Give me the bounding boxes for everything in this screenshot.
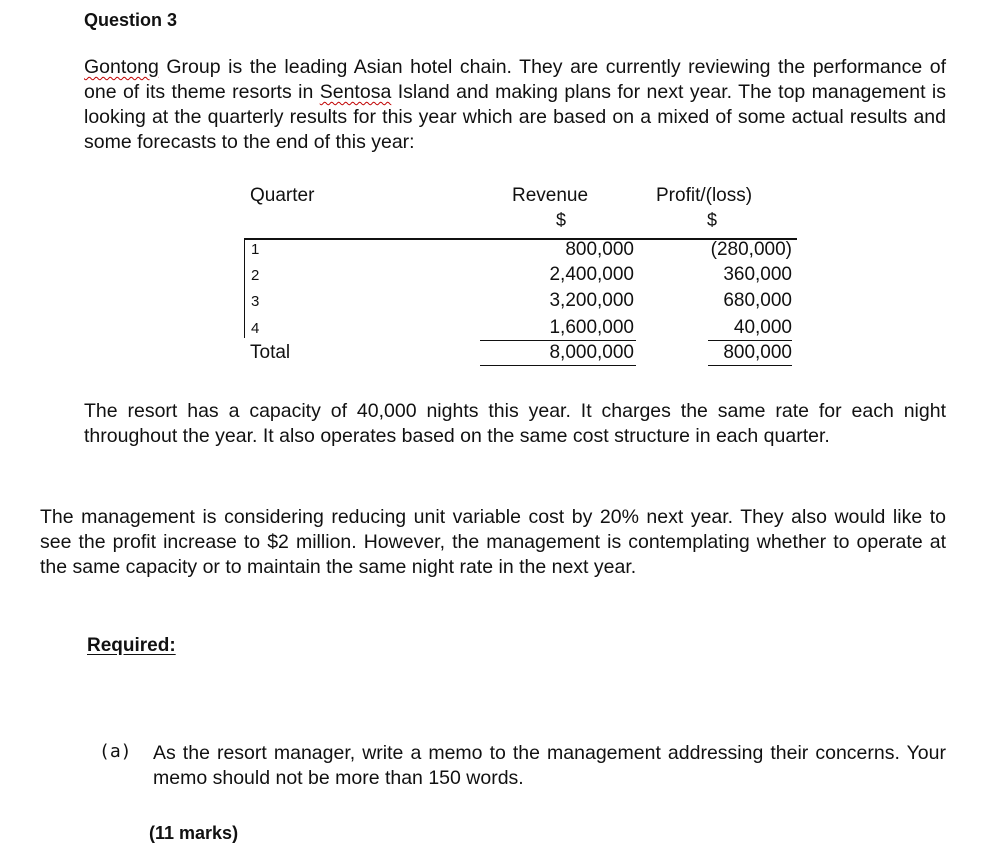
row-revenue: 2,400,000	[549, 264, 634, 285]
intro-text-b: Island and making plans for next year. The top management is looking at the quarterly results for this year which are based on a mixed of some actual results and some forecasts to the end of this year:	[84, 81, 946, 153]
revenue-subtotal-rule	[480, 340, 636, 341]
island-name: Sentosa	[319, 81, 392, 103]
row-quarter: 1	[251, 241, 260, 258]
quarter-column-rule	[244, 240, 245, 338]
row-profit: (280,000)	[710, 239, 792, 260]
question-title: Question 3	[84, 10, 178, 30]
header-profit: Profit/(loss)	[656, 185, 753, 206]
currency-profit: $	[707, 210, 718, 230]
required-heading: Required:	[87, 635, 176, 656]
row-revenue: 800,000	[565, 239, 634, 260]
part-a-label: (a)	[99, 741, 132, 762]
row-profit: 680,000	[723, 290, 792, 311]
total-revenue: 8,000,000	[549, 342, 634, 363]
row-profit: 40,000	[733, 317, 792, 338]
total-label: Total	[250, 342, 291, 363]
capacity-paragraph: The resort has a capacity of 40,000 nights this year. It charges the same rate for each night throughout the year. It also operates based on the same cost structure in each quarter.	[84, 400, 946, 447]
intro-paragraph	[84, 55, 946, 155]
profit-total-rule	[708, 365, 792, 366]
part-a-marks: (11 marks)	[149, 823, 239, 843]
part-a-text: As the resort manager, write a memo to the management addressing their concerns. Your memo should not be more than 150 words.	[153, 742, 946, 789]
row-quarter: 2	[251, 267, 260, 284]
total-profit: 800,000	[723, 342, 792, 363]
header-revenue: Revenue	[512, 185, 589, 206]
intro-text-a: Group is the leading Asian hotel chain. They are currently reviewing the performance of one of its theme resorts in	[84, 56, 946, 103]
header-quarter: Quarter	[250, 185, 315, 206]
row-revenue: 3,200,000	[549, 290, 634, 311]
row-quarter: 3	[251, 293, 260, 310]
row-quarter: 4	[251, 320, 260, 337]
management-paragraph: The management is considering reducing unit variable cost by 20% next year. They also would like to see the profit increase to $2 million. However, the management is contemplating whether to operate at the same capacity or to maintain the same night rate in the next year.	[40, 506, 946, 578]
revenue-total-rule	[480, 365, 636, 366]
profit-subtotal-rule	[708, 340, 792, 341]
row-revenue: 1,600,000	[549, 317, 634, 338]
currency-revenue: $	[556, 210, 567, 230]
company-name: Gontong	[84, 56, 159, 78]
row-profit: 360,000	[723, 264, 792, 285]
